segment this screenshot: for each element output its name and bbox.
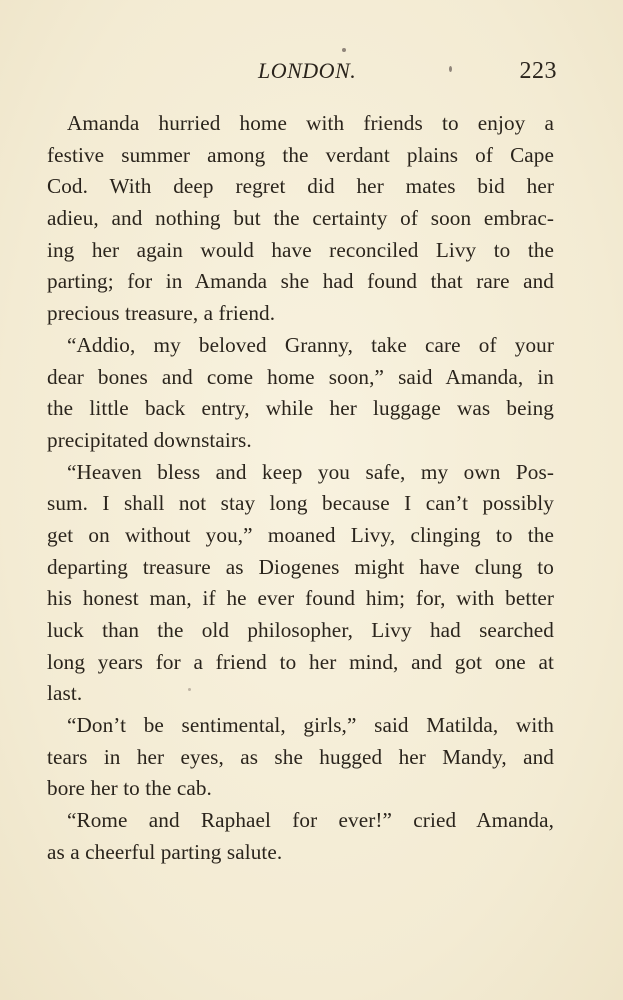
text-line: luck than the old philosopher, Livy had searched [47, 618, 554, 642]
text-line: the little back entry, while her luggage was being [47, 396, 554, 421]
text-line: long years for a friend to her mind, and got one at [47, 649, 554, 674]
text-line: departing treasure as Diogenes might have clung to [47, 554, 554, 579]
text-line: “Don’t be sentimental, girls,” said Matilda, with [67, 713, 554, 738]
paragraph [47, 108, 554, 330]
paragraph [47, 805, 554, 868]
text-line: get on without you,” moaned Livy, clinging to the [47, 522, 554, 547]
text-line: last. [47, 681, 83, 706]
text-line: “Addio, my beloved Granny, take care of your [67, 332, 554, 357]
text-line: “Heaven bless and keep you safe, my own Pos- [67, 459, 554, 484]
text-line: Cod. With deep regret did her mates bid her [47, 174, 554, 199]
text-line: as a cheerful parting salute. [47, 839, 283, 864]
running-head [48, 58, 557, 92]
text-line: bore her to the cab. [47, 776, 212, 801]
paragraph [47, 457, 554, 711]
running-title: LONDON. [258, 58, 357, 83]
text-line: his honest man, if he ever found him; for, with better [47, 586, 554, 611]
page-number: 223 [519, 58, 557, 84]
ink-speck [342, 48, 346, 52]
text-line: ing her again would have reconciled Livy to the [47, 237, 554, 262]
paragraph [47, 330, 554, 457]
text-line: parting; for in Amanda she had found that rare and [47, 269, 554, 294]
text-line: precious treasure, a friend. [47, 301, 276, 326]
text-line: Amanda hurried home with friends to enjoy a [67, 111, 554, 135]
text-line: tears in her eyes, as she hugged her Mandy, and [47, 744, 554, 769]
text-line: festive summer among the verdant plains of Cape [47, 142, 554, 167]
text-line: dear bones and come home soon,” said Amanda, in [47, 364, 554, 389]
ink-speck [449, 66, 452, 72]
text-line: “Rome and Raphael for ever!” cried Amanda, [67, 808, 554, 833]
paragraph [47, 710, 554, 805]
text-line: sum. I shall not stay long because I can’t possibly [47, 491, 554, 516]
text-line: precipitated downstairs. [47, 427, 252, 452]
text-line: adieu, and nothing but the certainty of soon embrac- [47, 206, 554, 231]
body-text [47, 108, 554, 869]
